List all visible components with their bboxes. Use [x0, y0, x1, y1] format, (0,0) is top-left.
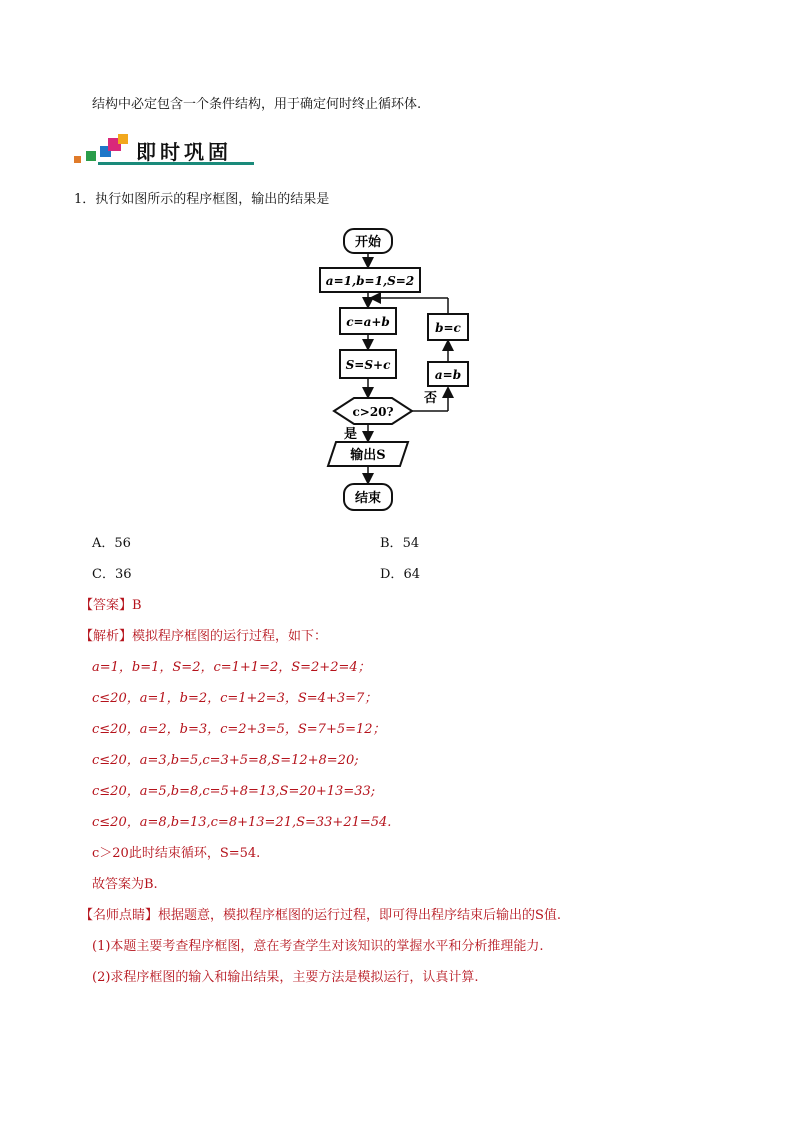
question-stem	[74, 191, 329, 209]
flow-start-text: 开始	[354, 235, 382, 250]
section-heading: 即时巩固	[136, 140, 232, 164]
tips-point-2: (2)求程序框图的输入和输出结果，主要方法是模拟运行，认真计算.	[92, 970, 479, 985]
answer-tag: 【答案】	[80, 598, 133, 613]
analysis-conclusion: c＞20此时结束循环，S=54.	[92, 846, 261, 861]
flow-yes-label: 是	[344, 427, 358, 442]
analysis-step-4: c≤20，a=3,b=5,c=3+5=8,S=12+8=20;	[92, 753, 359, 768]
analysis-tag: 【解析】	[80, 629, 133, 644]
flow-output-text: 输出S	[350, 448, 386, 463]
analysis-intro: 【解析】模拟程序框图的运行过程，如下：	[80, 629, 328, 644]
flow-no-label: 否	[424, 391, 438, 406]
flowchart	[316, 224, 476, 524]
analysis-step-5: c≤20，a=5,b=8,c=5+8=13,S=20+13=33;	[92, 784, 376, 799]
tips-point-1: (1)本题主要考查程序框图，意在考查学生对该知识的掌握水平和分析推理能力.	[92, 939, 544, 954]
intro-line: 结构中必定包含一个条件结构，用于确定何时终止循环体.	[92, 97, 422, 112]
option-c: C．36	[92, 567, 132, 582]
analysis-step-2: c≤20，a=1，b=2，c=1+2=3，S=4+3=7；	[92, 691, 378, 706]
flow-end-text: 结束	[354, 491, 382, 506]
option-a: A．56	[92, 536, 131, 551]
tips-line: 【名师点睛】根据题意，模拟程序框图的运行过程，即可得出程序结束后输出的S值.	[80, 908, 562, 923]
tips-tag: 【名师点睛】	[80, 908, 159, 923]
flow-a-text: a=b	[434, 368, 462, 382]
answer-line	[80, 597, 142, 615]
flow-c-text: c=a+b	[346, 315, 390, 329]
flow-b-text: b=c	[435, 321, 461, 335]
flow-decision-text: c>20?	[352, 405, 394, 419]
answer-value: B	[132, 598, 142, 613]
question-text: 执行如图所示的程序框图，输出的结果是	[95, 192, 330, 207]
flow-s-text: S=S+c	[345, 358, 391, 372]
analysis-step-6: c≤20，a=8,b=13,c=8+13=21,S=33+21=54.	[92, 815, 392, 830]
option-b: B．54	[380, 536, 420, 551]
flow-init-text: a=1,b=1,S=2	[325, 274, 415, 288]
question-number: 1．	[74, 192, 96, 207]
analysis-final: 故答案为B.	[92, 877, 158, 892]
analysis-step-3: c≤20，a=2，b=3，c=2+3=5，S=7+5=12；	[92, 722, 386, 737]
option-d: D．64	[380, 567, 420, 582]
analysis-step-1: a=1，b=1，S=2，c=1+1=2，S=2+2=4；	[92, 660, 371, 675]
